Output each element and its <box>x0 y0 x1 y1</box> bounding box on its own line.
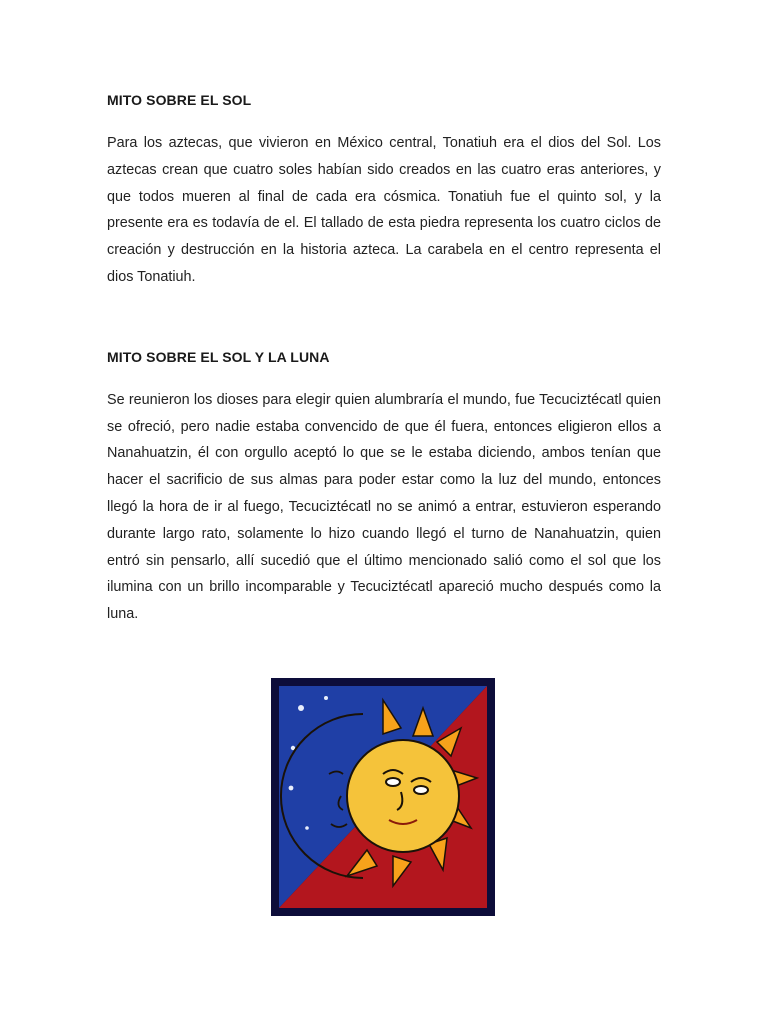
section-paragraph-sol: Para los aztecas, que vivieron en México central, Tonatiuh era el dios del Sol. Los aztecas crean que cuatro soles habían sido creados en las cuatro eras anteriores, y que todos mueren al final de cada era cósmica. Tonatiuh fue el quinto sol, y la presente era es todavía de el. El tallado de esta piedra representa los cuatro ciclos de creación y destrucción en la historia azteca. La carabela en el centro representa el dios Tonatiuh. <box>107 135 661 285</box>
section-heading-sol: MITO SOBRE EL SOL <box>107 92 252 108</box>
document-content <box>107 90 661 628</box>
section-paragraph-sol-luna: Se reunieron los dioses para elegir quien alumbraría el mundo, fue Tecuciztécatl quien se ofreció, pero nadie estaba convencido de que él fuera, entonces eligieron ellos a Nanahuatzin, él con orgullo aceptó lo que se le estaba diciendo, ambos tenían que hacer el sacrificio de sus almas para poder estar como la luz del mundo, entonces llegó la hora de ir al fuego, Tecuciztécatl no se animó a entrar, estuvieron esperando durante largo rato, solamente lo hizo cuando llegó el turno de Nanahuatzin, quien entró sin pensarlo, allí sucedió que el último mencionado salió como el sol que los ilumina con un brillo incomparable y Tecuciztécatl apareció mucho después como la luna. <box>107 391 661 623</box>
section-heading-sol-luna: MITO SOBRE EL SOL Y LA LUNA <box>107 348 330 365</box>
sun-moon-illustration-icon <box>271 678 495 916</box>
sun-moon-illustration <box>271 678 495 916</box>
